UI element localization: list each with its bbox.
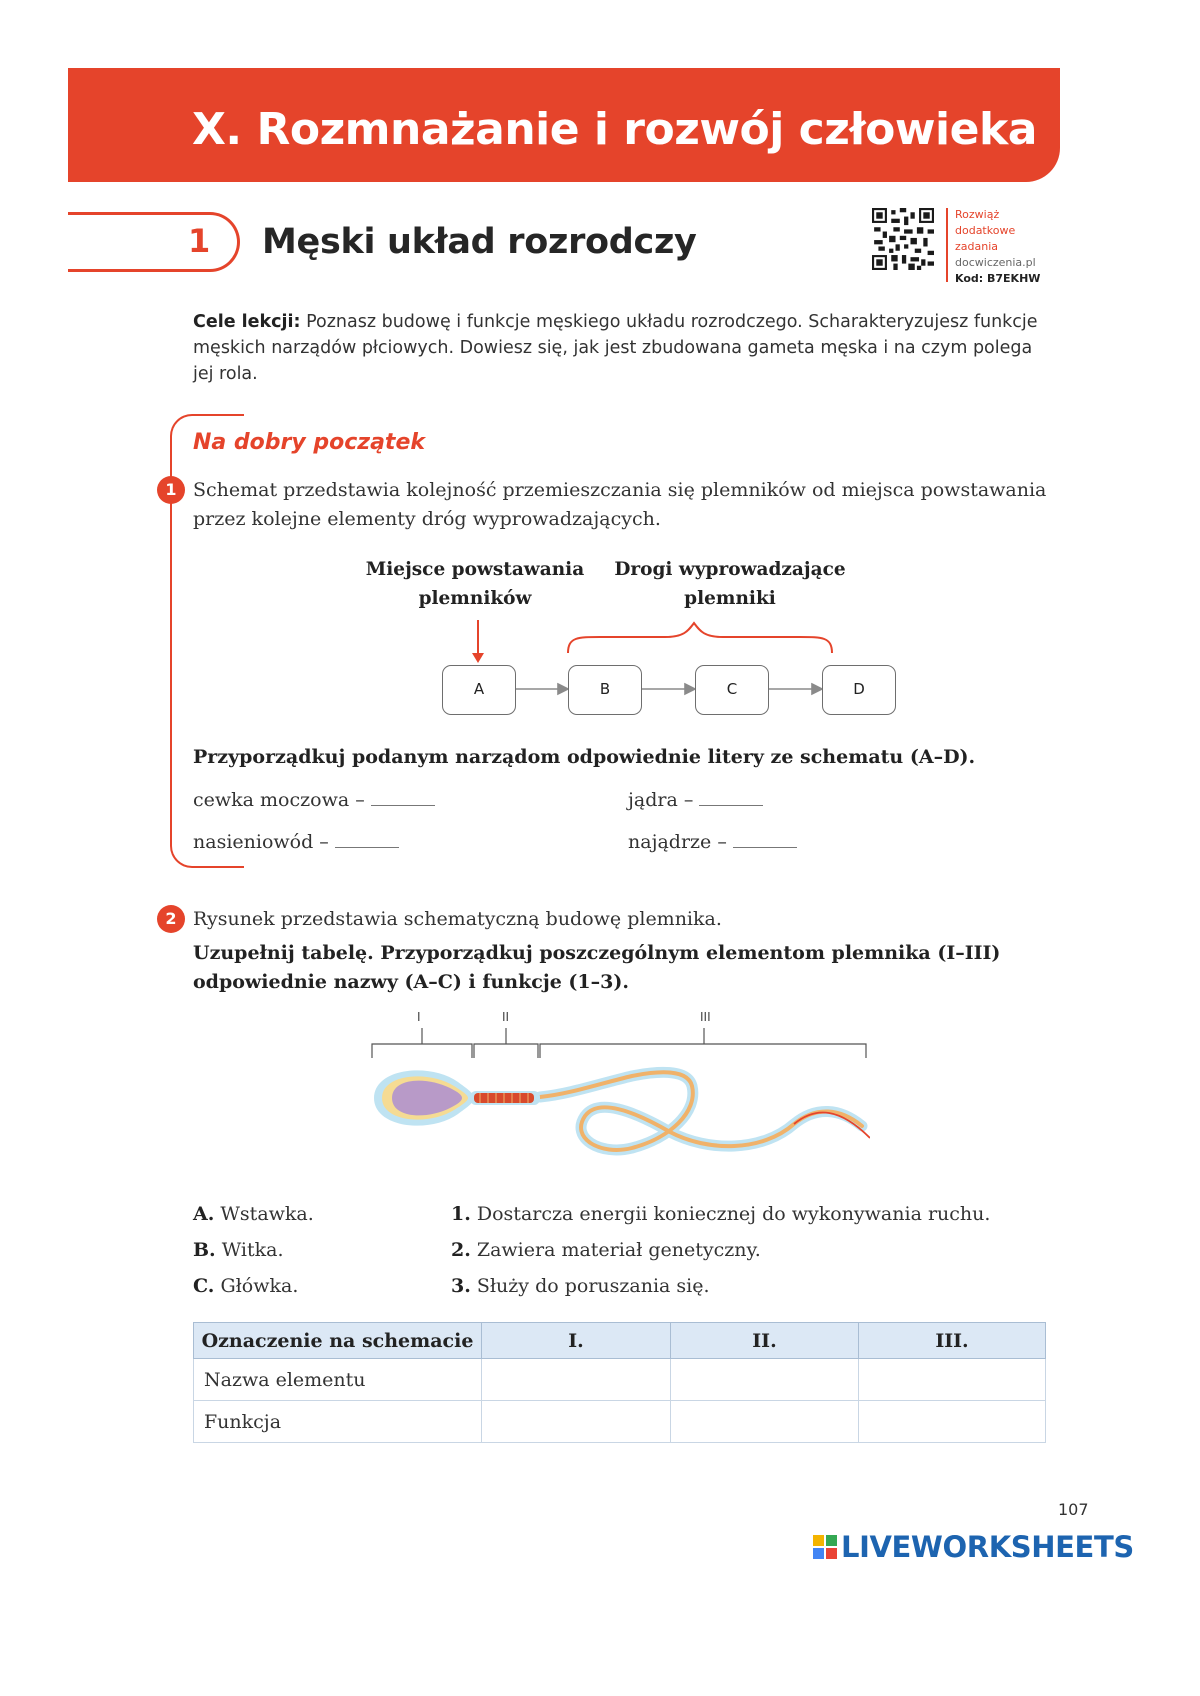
answer-blank-urethra[interactable] <box>371 786 435 806</box>
name-c: C. Główka. <box>193 1275 299 1297</box>
page-number: 107 <box>1058 1500 1089 1519</box>
goals-text: Poznasz budowę i funkcje męskiego układu rozrodczego. Scharakteryzujesz funkcje męskich narządów płciowych. Dowiesz się, jak jest zbudowana gameta męska i na czym polega jej rola. <box>193 312 1038 384</box>
answer-blank-vas-deferens[interactable] <box>335 828 399 848</box>
table-row <box>194 1359 1046 1401</box>
lesson-goals <box>193 309 1055 387</box>
answer-cell[interactable] <box>859 1359 1046 1401</box>
qr-access-code: Kod: B7EKHW <box>955 272 1041 285</box>
function-1: 1. Dostarcza energii koniecznej do wykonywania ruchu. <box>451 1203 991 1225</box>
name-b: B. Witka. <box>193 1239 284 1261</box>
diagram-box-d: D <box>822 665 896 715</box>
task-1-intro: Schemat przedstawia kolejność przemieszczania się plemników od miejsca powstawania przez kolejne elementy dróg wyprowadzających. <box>193 479 1047 530</box>
function-3: 3. Służy do poruszania się. <box>451 1275 710 1297</box>
row-label-function: Funkcja <box>194 1401 482 1443</box>
table-row <box>194 1401 1046 1443</box>
task-1-instruction: Przyporządkuj podanym narządom odpowiednie litery ze schematu (A–D). <box>193 746 976 768</box>
answer-cell[interactable] <box>671 1401 859 1443</box>
qr-code-icon[interactable] <box>872 208 934 270</box>
goals-label: Cele lekcji: <box>193 312 301 332</box>
qr-panel-text <box>955 207 1040 287</box>
table-header: III. <box>859 1323 1046 1359</box>
answer-cell[interactable] <box>859 1401 1046 1443</box>
label-ducts: Drogi wyprowadzające plemniki <box>614 559 846 609</box>
table-header: Oznaczenie na schemacie <box>194 1323 482 1359</box>
name-a: A. Wstawka. <box>193 1203 314 1225</box>
figure-label-1: I <box>417 1010 421 1024</box>
qr-site: docwiczenia.pl <box>955 256 1036 269</box>
chapter-title: X. Rozmnażanie i rozwój człowieka <box>192 104 1037 155</box>
diagram-box-a: A <box>442 665 516 715</box>
origin-arrow-head <box>472 653 484 663</box>
answer-epididymis: najądrze – <box>628 828 797 857</box>
qr-line-1: Rozwiąż <box>955 208 1000 221</box>
functions-list <box>451 1196 990 1304</box>
figure-label-2: II <box>502 1010 510 1024</box>
brand-name: LIVEWORKSHEETS <box>841 1530 1134 1564</box>
answer-testes: jądra – <box>628 786 763 815</box>
qr-line-3: zadania <box>955 240 999 253</box>
liveworksheets-logo-icon <box>812 1534 838 1560</box>
answer-blank-testes[interactable] <box>699 786 763 806</box>
function-2: 2. Zawiera materiał genetyczny. <box>451 1239 761 1261</box>
table-header: I. <box>482 1323 671 1359</box>
names-list <box>193 1196 314 1304</box>
answer-cell[interactable] <box>482 1359 671 1401</box>
answer-table <box>193 1322 1046 1443</box>
answer-vas-deferens: nasieniowód – <box>193 828 399 857</box>
row-label-name: Nazwa elementu <box>194 1359 482 1401</box>
table-header: II. <box>671 1323 859 1359</box>
answer-blank-epididymis[interactable] <box>733 828 797 848</box>
sperm-figure <box>370 1028 870 1178</box>
lesson-number: 1 <box>188 222 211 260</box>
answer-urethra: cewka moczowa – <box>193 786 435 815</box>
table-header-row <box>194 1323 1046 1359</box>
lesson-number-tab <box>68 212 240 272</box>
diagram-box-c: C <box>695 665 769 715</box>
task-2-instruction: Uzupełnij tabelę. Przyporządkuj poszczególnym elementom plemnika (I–III) odpowiednie nazwy (A–C) i funkcje (1–3). <box>193 942 1001 993</box>
diagram-box-b: B <box>568 665 642 715</box>
liveworksheets-logo[interactable] <box>812 1530 1134 1564</box>
starter-title: Na dobry początek <box>193 430 425 455</box>
figure-label-3: III <box>700 1010 711 1024</box>
task-2-badge: 2 <box>157 905 185 933</box>
ducts-brace <box>568 623 832 653</box>
qr-divider <box>946 208 948 282</box>
answer-cell[interactable] <box>671 1359 859 1401</box>
label-sperm-origin: Miejsce powstawania plemników <box>365 559 585 609</box>
answer-cell[interactable] <box>482 1401 671 1443</box>
qr-line-2: dodatkowe <box>955 224 1016 237</box>
task-1-badge: 1 <box>157 476 185 504</box>
lesson-title: Męski układ rozrodczy <box>262 222 697 262</box>
task-2-intro: Rysunek przedstawia schematyczną budowę plemnika. <box>193 908 722 930</box>
